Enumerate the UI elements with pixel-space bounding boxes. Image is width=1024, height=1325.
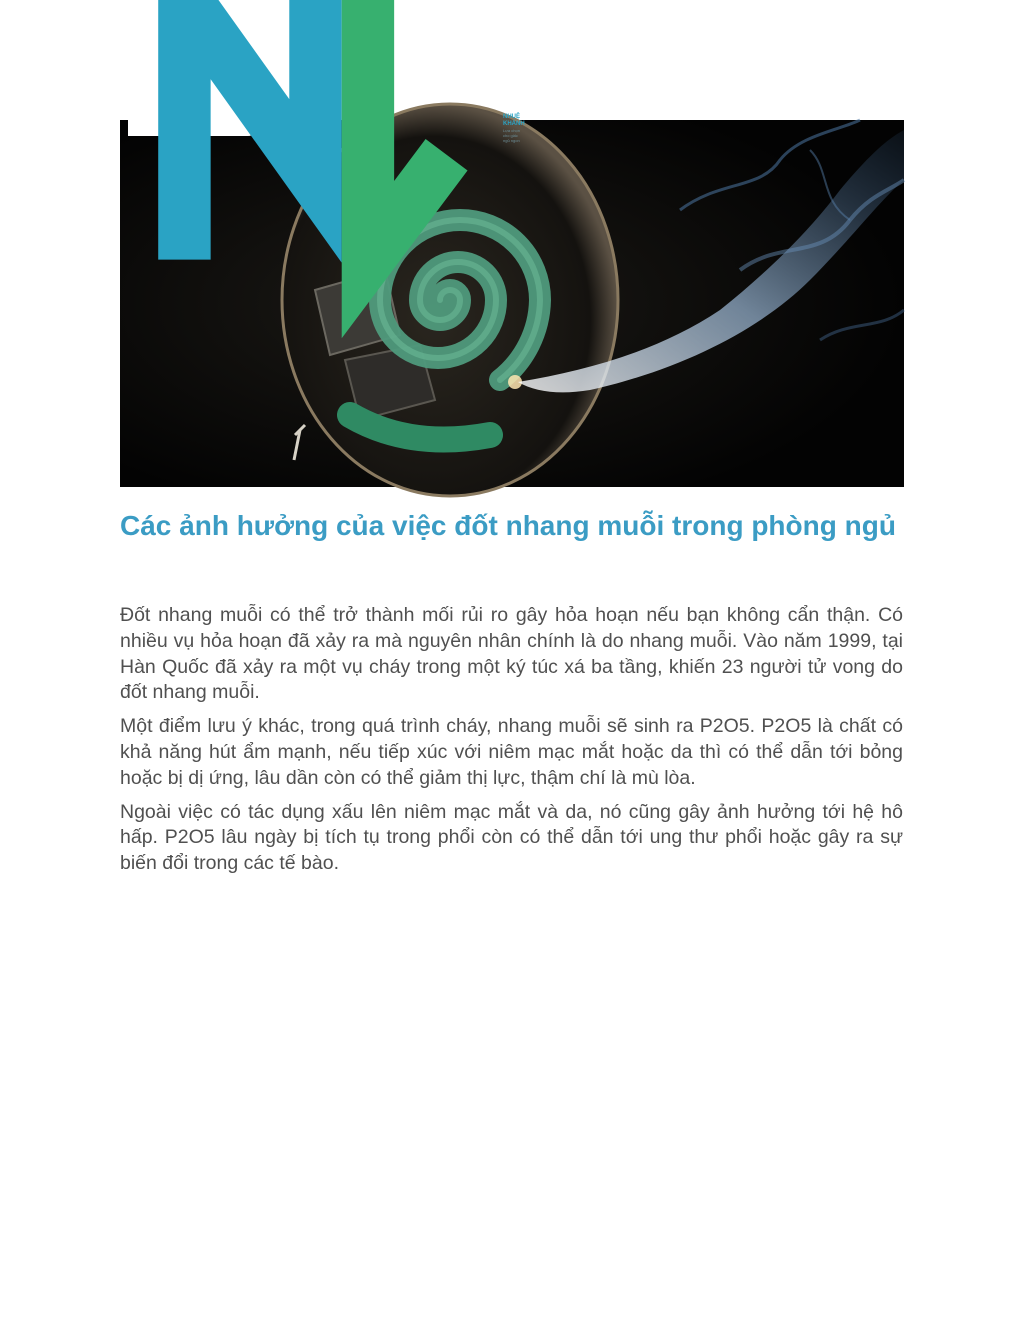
- article-heading: Các ảnh hưởng của việc đốt nhang muỗi trong phòng ngủ: [120, 510, 896, 541]
- brand-logo: [128, 113, 525, 143]
- paragraph-p2o5-effects: Một điểm lưu ý khác, trong quá trình cháy, nhang muỗi sẽ sinh ra P2O5. P2O5 là chất có khả năng hút ẩm mạnh, nếu tiếp xúc với niêm mạc mắt hoặc da thì có thể dẫn tới bỏng hoặc bị dị ứng, lâu dần còn có thể giảm thị lực, thậm chí là mù lòa.: [120, 715, 903, 789]
- article-body: [120, 603, 903, 885]
- hero-image: [120, 113, 904, 487]
- paragraph-respiratory-effects: Ngoài việc có tác dụng xấu lên niêm mạc mắt và da, nó cũng gây ảnh hưởng tới hệ hô hấp. P2O5 lâu ngày bị tích tụ trong phổi còn có thể dẫn tới ung thư phổi hoặc gây ra sự biến đổi trong các tế bào.: [120, 800, 903, 875]
- brand-tagline: Lựa chọn cho giấc ngủ ngon: [503, 127, 520, 143]
- brand-logo-icon: [132, 0, 499, 312]
- brand-name: NHUỆ KHÁNH: [503, 113, 525, 127]
- paragraph-fire-risk: Đốt nhang muỗi có thể trở thành mối rủi ro gây hỏa hoạn nếu bạn không cẩn thận. Có nhiều vụ hỏa hoạn đã xảy ra mà nguyên nhân chính là do nhang muỗi. Vào năm 1999, tại Hàn Quốc đã xảy ra một vụ cháy trong một ký túc xá ba tầng, khiến 23 người tử vong do đốt nhang muỗi.: [120, 604, 903, 704]
